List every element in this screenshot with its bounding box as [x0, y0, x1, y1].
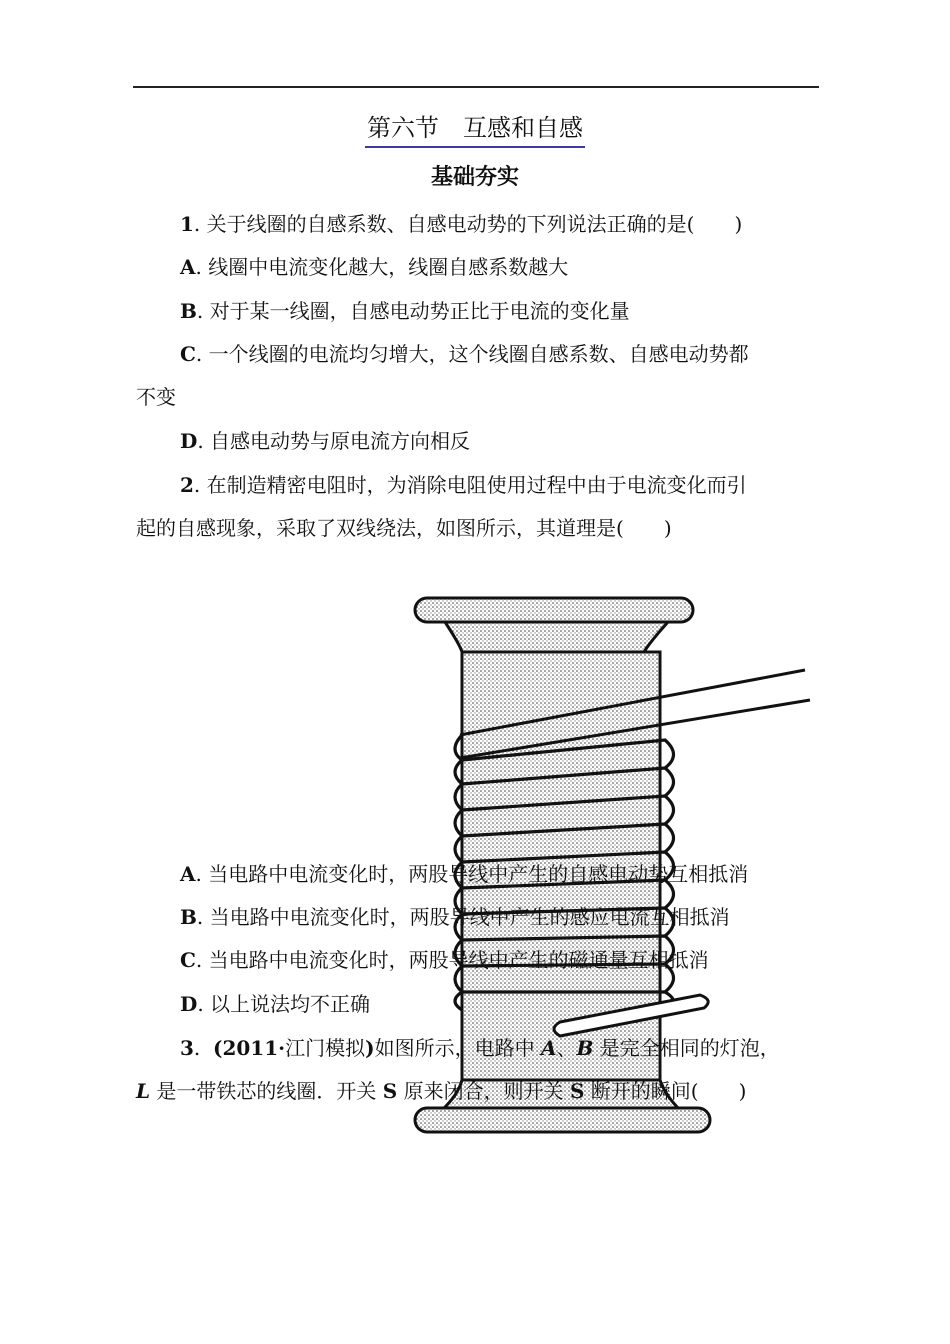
question-3-stem-line2: L 是一带铁芯的线圈．开关 S 原来闭合，则开关 S 断开的瞬间( ): [136, 1079, 747, 1103]
question-2-stem-line1: 2. 在制造精密电阻时，为消除电阻使用过程中由于电流变化而引: [180, 473, 747, 497]
question-1-option-c-continued: 不变: [136, 385, 176, 409]
question-2-option-d: D. 以上说法均不正确: [180, 992, 371, 1016]
question-1-stem: 1. 关于线圈的自感系数、自感电动势的下列说法正确的是( ): [180, 212, 743, 236]
question-2-option-a: A. 当电路中电流变化时，两股导线中产生的自感电动势互相抵消: [180, 862, 749, 886]
question-1-option-b: B. 对于某一线圈，自感电动势正比于电流的变化量: [180, 299, 630, 323]
section-title: 第六节 互感和自感: [0, 108, 950, 148]
question-2-stem-line2: 起的自感现象，采取了双线绕法，如图所示，其道理是( ): [136, 516, 672, 540]
question-1-option-a: A. 线圈中电流变化越大，线圈自感系数越大: [180, 255, 569, 279]
top-rule: [133, 86, 819, 88]
section-subtitle: 基础夯实: [430, 165, 519, 190]
question-1-option-d: D. 自感电动势与原电流方向相反: [180, 429, 471, 453]
question-1-option-c: C. 一个线圈的电流均匀增大，这个线圈自感系数、自感电动势都: [180, 342, 749, 366]
question-2-option-c: C. 当电路中电流变化时，两股导线中产生的磁通量互相抵消: [180, 948, 709, 972]
question-3-stem-line1: 3. (2011·江门模拟)如图所示，电路中 A、B 是完全相同的灯泡，: [180, 1036, 780, 1060]
question-2-option-b: B. 当电路中电流变化时，两股导线中产生的感应电流互相抵消: [180, 905, 730, 929]
